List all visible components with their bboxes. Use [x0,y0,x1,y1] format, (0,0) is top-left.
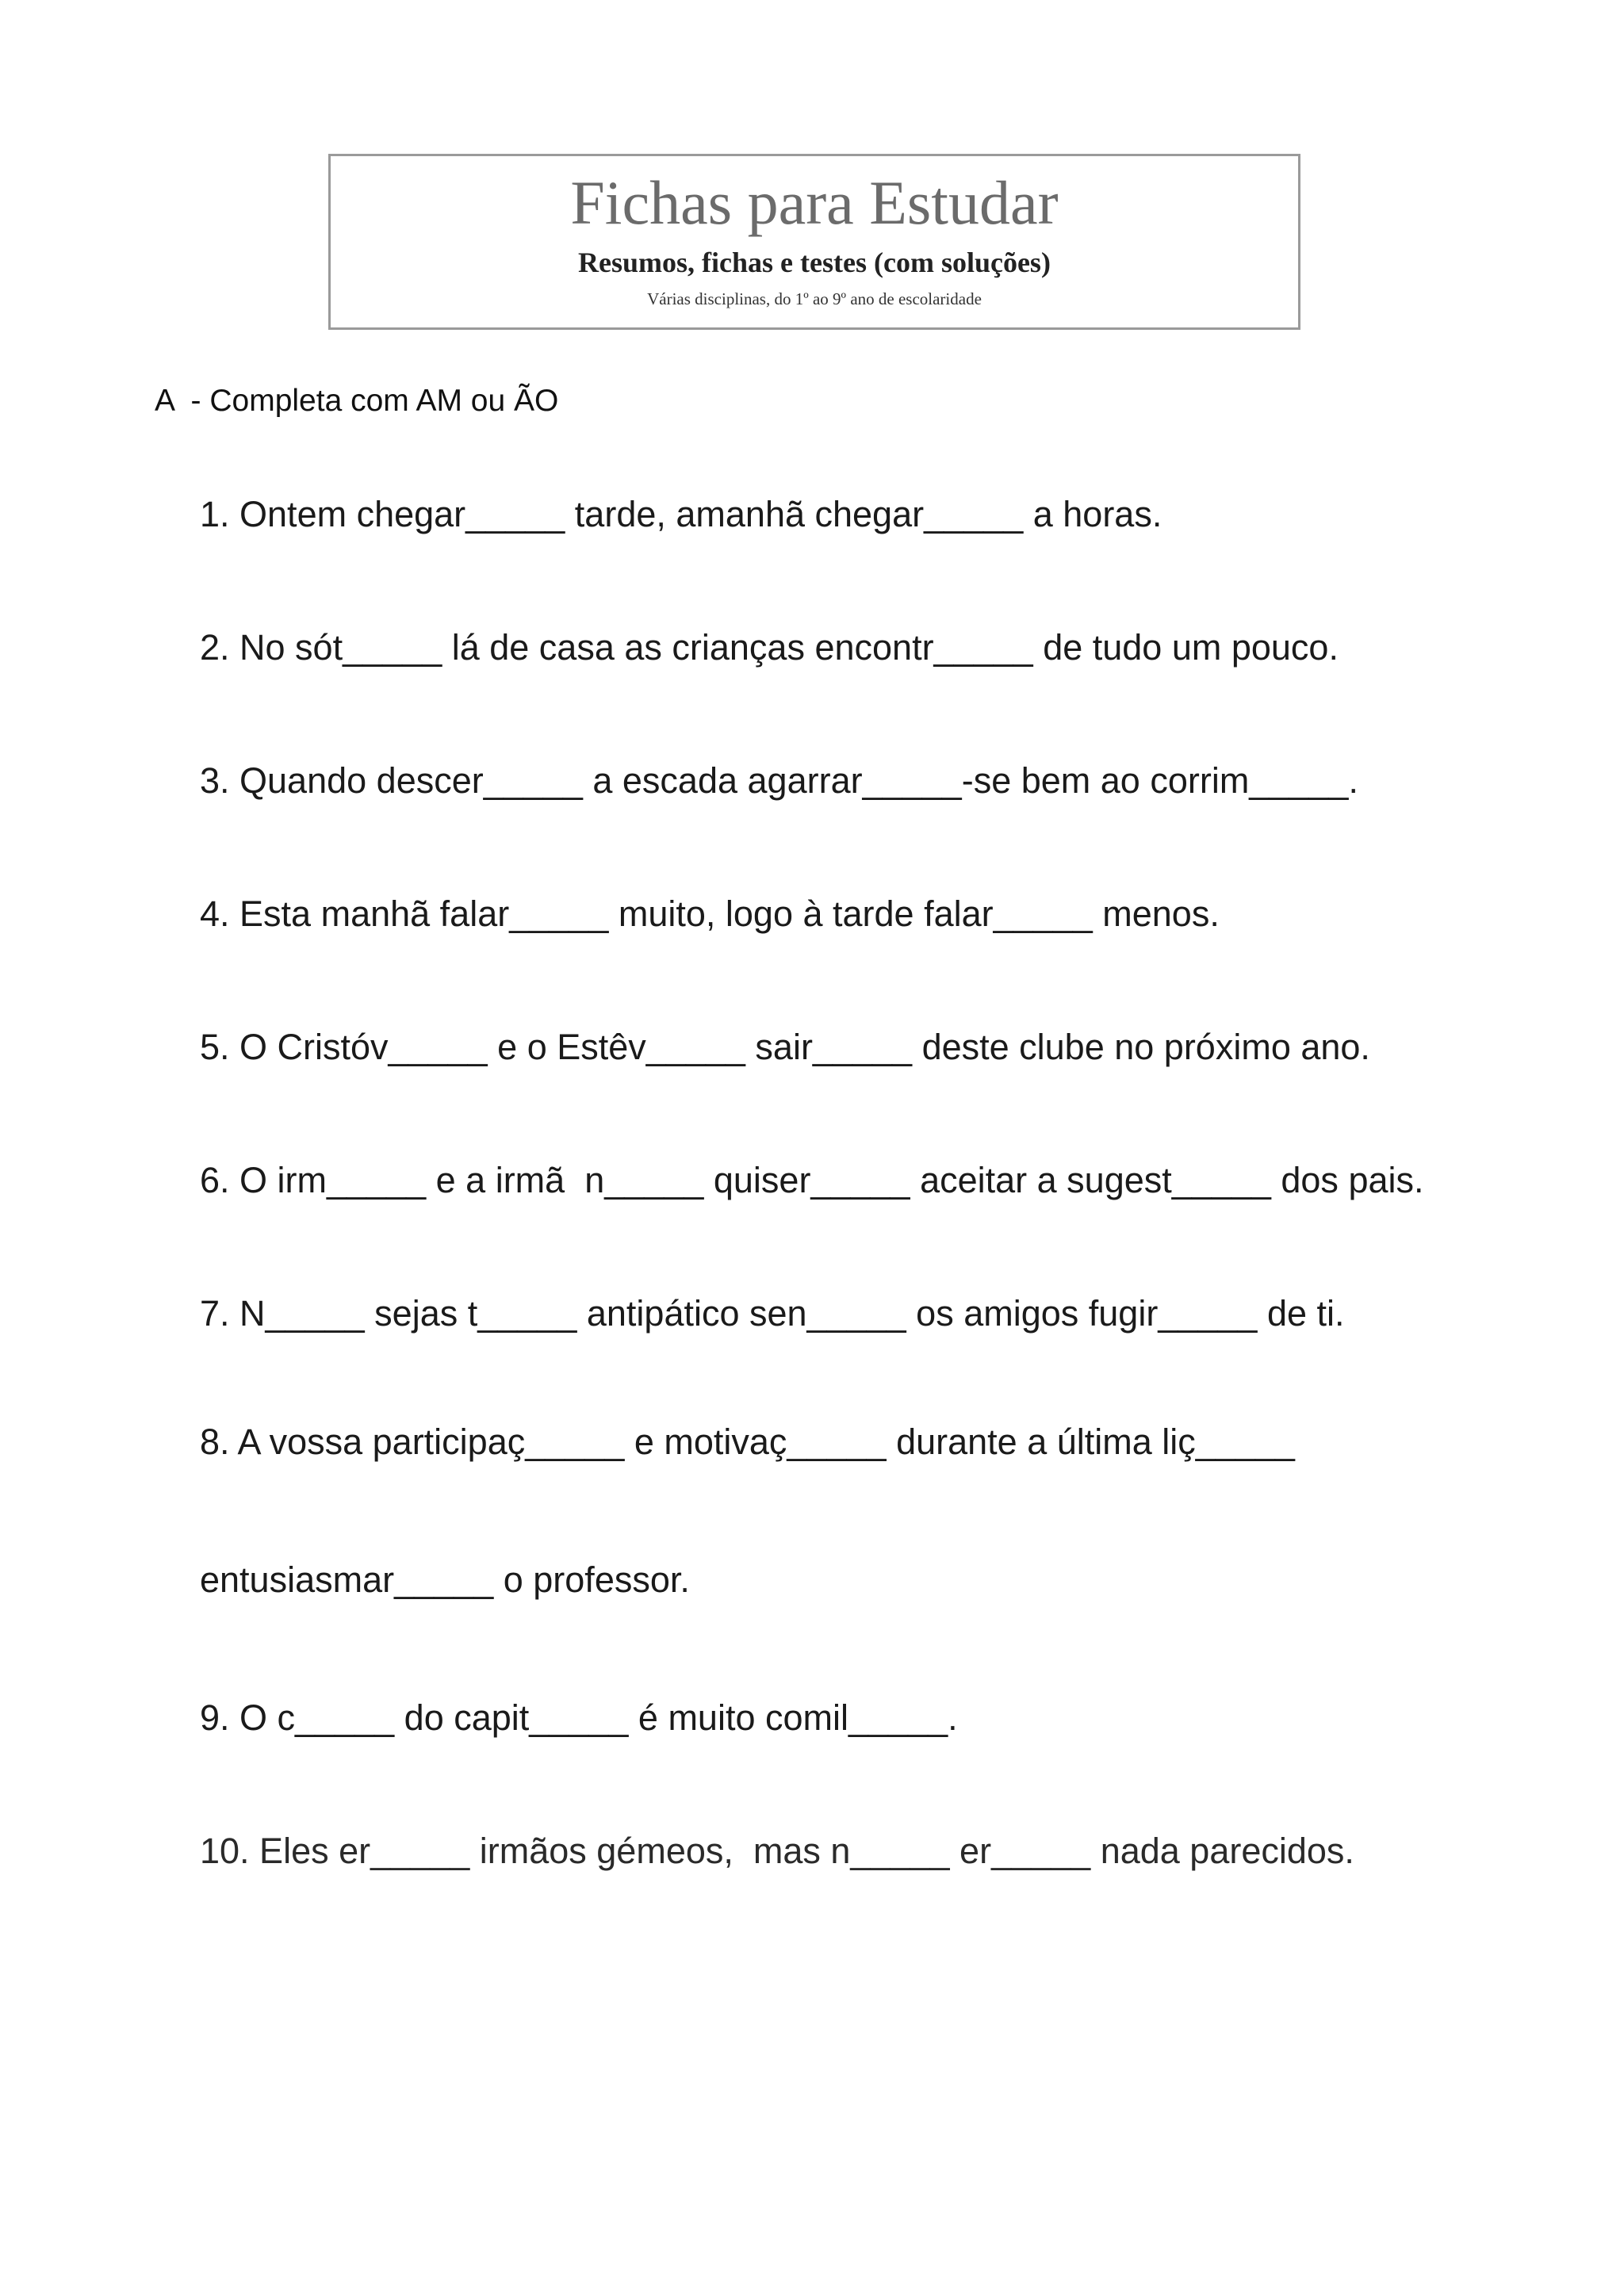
header-subtitle: Resumos, fichas e testes (com soluções) [578,247,1051,278]
exercise-8-continuation: entusiasmar_____ o professor. [200,1559,690,1600]
exercise-1: 1. Ontem chegar_____ tarde, amanhã chegar_____ a horas. [200,494,1162,534]
exercise-8: 8. A vossa participaç_____ e motivaç_____ durante a última liç_____ [200,1422,1295,1462]
header-title: Fichas para Estudar [570,168,1059,237]
exercise-5: 5. O Cristóv_____ e o Estêv_____ sair_____ deste clube no próximo ano. [200,1027,1370,1067]
exercise-7: 7. N_____ sejas t_____ antipático sen_____ os amigos fugir_____ de ti. [200,1293,1345,1334]
exercise-10: 10. Eles er_____ irmãos gémeos, mas n_____ er_____ nada parecidos. [200,1831,1354,1871]
exercise-6: 6. O irm_____ e a irmã n_____ quiser_____ aceitar a sugest_____ dos pais. [200,1160,1424,1200]
exercise-2: 2. No sót_____ lá de casa as crianças encontr_____ de tudo um pouco. [200,627,1339,668]
exercise-3: 3. Quando descer_____ a escada agarrar_____-se bem ao corrim_____. [200,760,1358,801]
exercise-4: 4. Esta manhã falar_____ muito, logo à tarde falar_____ menos. [200,894,1220,934]
header-box [328,154,1300,330]
header-note: Várias disciplinas, do 1º ao 9º ano de escolaridade [647,289,982,308]
exercise-9: 9. O c_____ do capit_____ é muito comil_____. [200,1697,958,1738]
section-heading: A - Completa com AM ou ÃO [155,384,559,418]
